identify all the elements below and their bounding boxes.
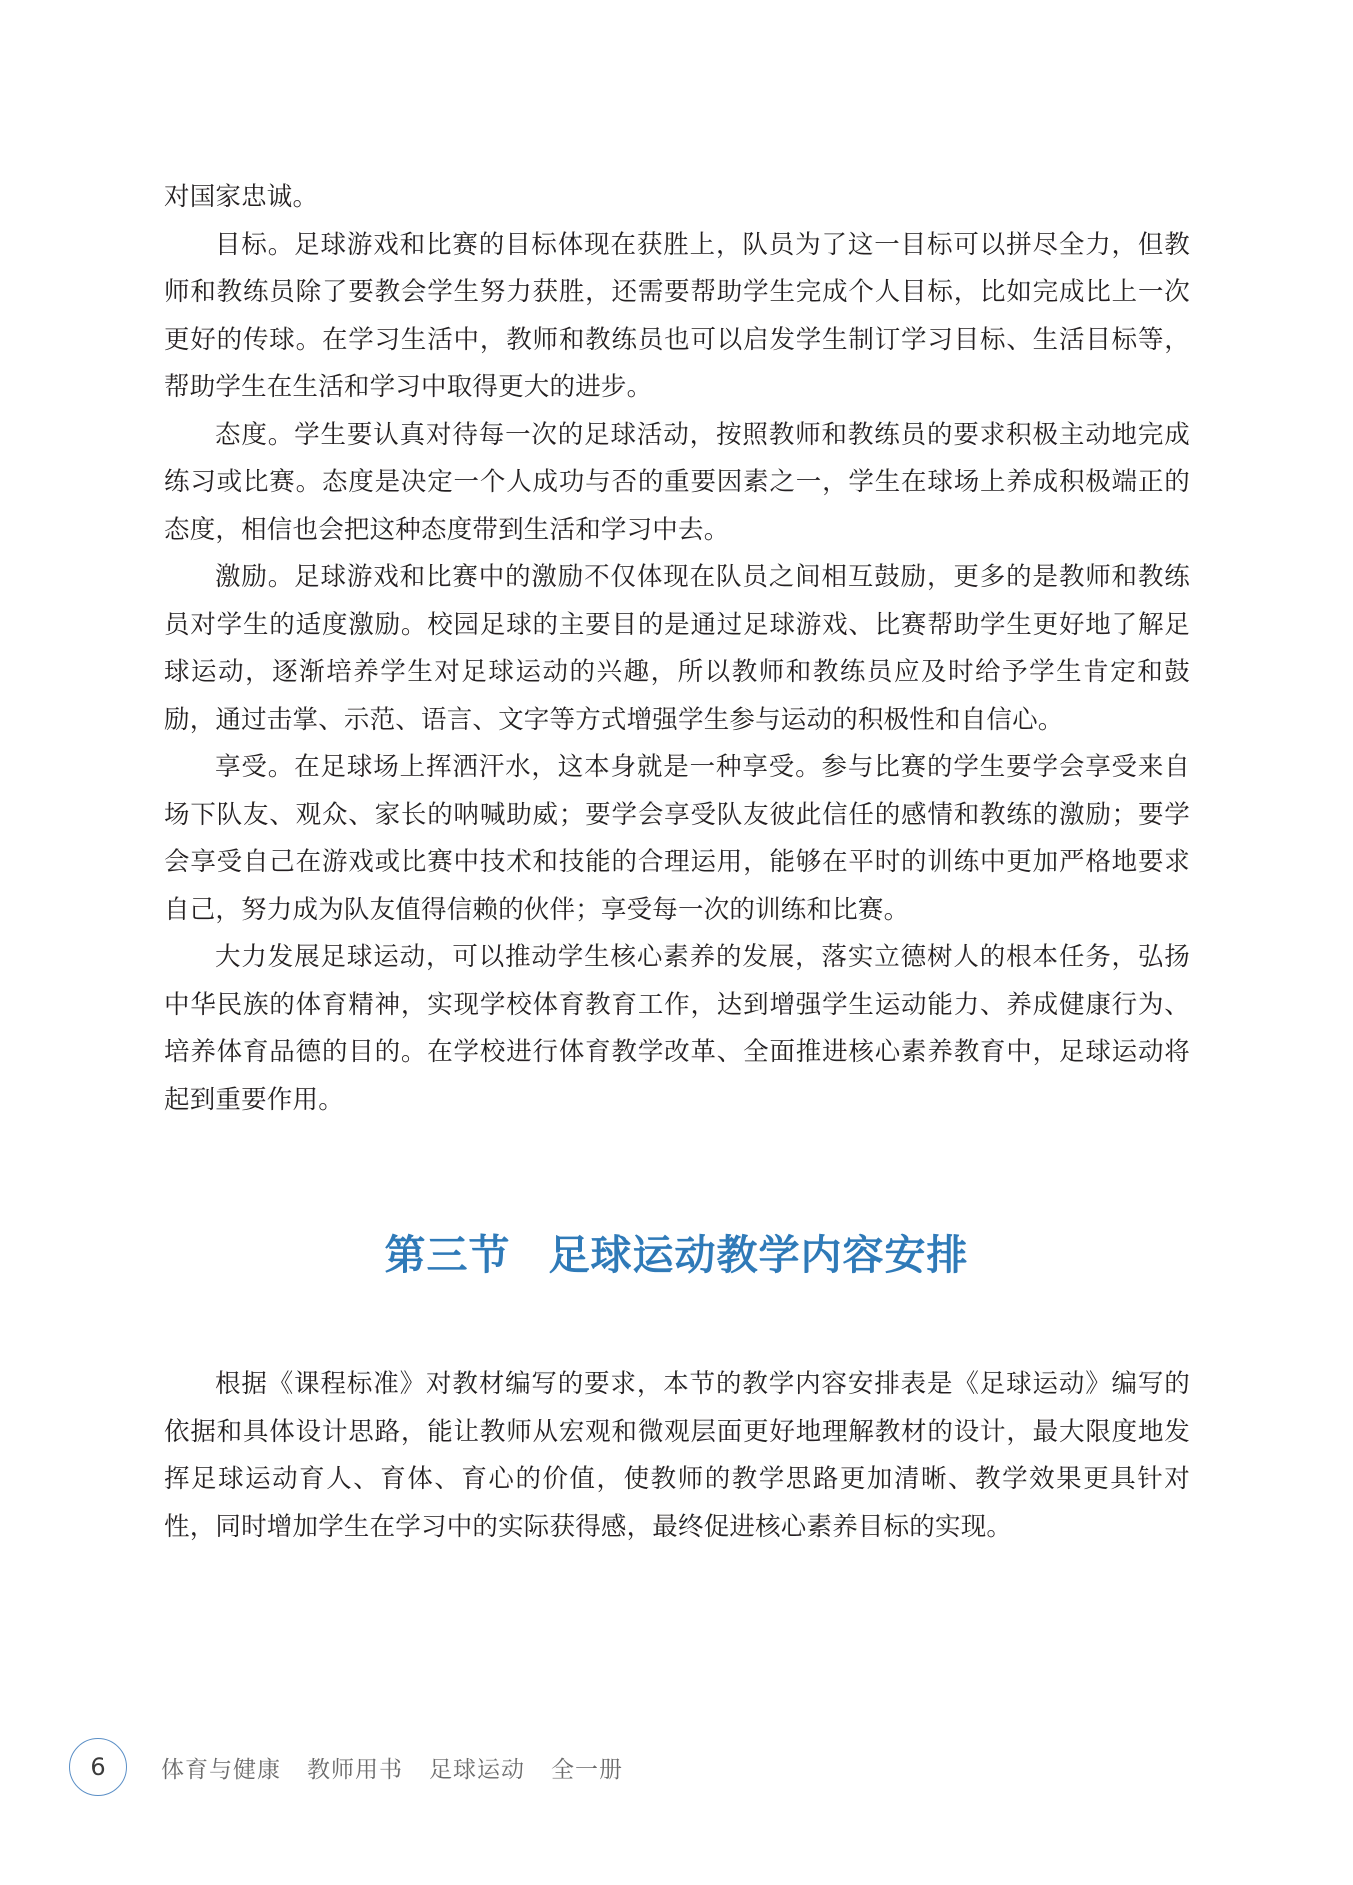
paragraph-enjoyment: 享受。在足球场上挥洒汗水，这本身就是一种享受。参与比赛的学生要学会享受来自场下队友、观众、家长的呐喊助威；要学会享受队友彼此信任的感情和教练的激励；要学会享受自己在游戏或比赛中技术和技能的合理运用，能够在平时的训练中更加严格地要求自己，努力成为队友值得信赖的伙伴；享受每一次的训练和比赛。	[164, 752, 1190, 925]
section-title: 足球运动教学内容安排	[548, 1231, 969, 1279]
paragraph-encouragement: 激励。足球游戏和比赛中的激励不仅体现在队员之间相互鼓励，更多的是教师和教练员对学生的适度激励。校园足球的主要目的是通过足球游戏、比赛帮助学生更好地了解足球运动，逐渐培养学生对足球运动的兴趣，所以教师和教练员应及时给予学生肯定和鼓励，通过击掌、示范、语言、文字等方式增强学生参与运动的积极性和自信心。	[164, 562, 1190, 735]
paragraph-summary: 大力发展足球运动，可以推动学生核心素养的发展，落实立德树人的根本任务，弘扬中华民族的体育精神，实现学校体育教育工作，达到增强学生运动能力、养成健康行为、培养体育品德的目的。在学校进行体育教学改革、全面推进核心素养教育中，足球运动将起到重要作用。	[164, 942, 1190, 1115]
section-heading	[0, 1222, 1353, 1281]
footer-book-name: 体育与健康	[161, 1756, 281, 1783]
footer-book-title	[161, 1751, 649, 1784]
body-text-top	[164, 174, 1190, 1124]
footer-subject: 足球运动	[429, 1756, 525, 1783]
paragraph-continuation: 对国家忠诚。	[164, 182, 319, 212]
body-text-bottom	[164, 1361, 1190, 1551]
page-footer	[69, 1737, 649, 1797]
footer-book-type: 教师用书	[307, 1756, 403, 1783]
section-number: 第三节	[384, 1231, 511, 1279]
paragraph-goal: 目标。足球游戏和比赛的目标体现在获胜上，队员为了这一目标可以拼尽全力，但教师和教练员除了要教会学生努力获胜，还需要帮助学生完成个人目标，比如完成比上一次更好的传球。在学习生活中，教师和教练员也可以启发学生制订学习目标、生活目标等，帮助学生在生活和学习中取得更大的进步。	[164, 229, 1190, 402]
paragraph-attitude: 态度。学生要认真对待每一次的足球活动，按照教师和教练员的要求积极主动地完成练习或比赛。态度是决定一个人成功与否的重要因素之一，学生在球场上养成积极端正的态度，相信也会把这种态度带到生活和学习中去。	[164, 419, 1190, 545]
paragraph-intro: 根据《课程标准》对教材编写的要求，本节的教学内容安排表是《足球运动》编写的依据和具体设计思路，能让教师从宏观和微观层面更好地理解教材的设计，最大限度地发挥足球运动育人、育体、育心的价值，使教师的教学思路更加清晰、教学效果更具针对性，同时增加学生在学习中的实际获得感，最终促进核心素养目标的实现。	[164, 1369, 1190, 1542]
page-number: 6	[69, 1738, 127, 1796]
footer-volume: 全一册	[551, 1756, 623, 1783]
